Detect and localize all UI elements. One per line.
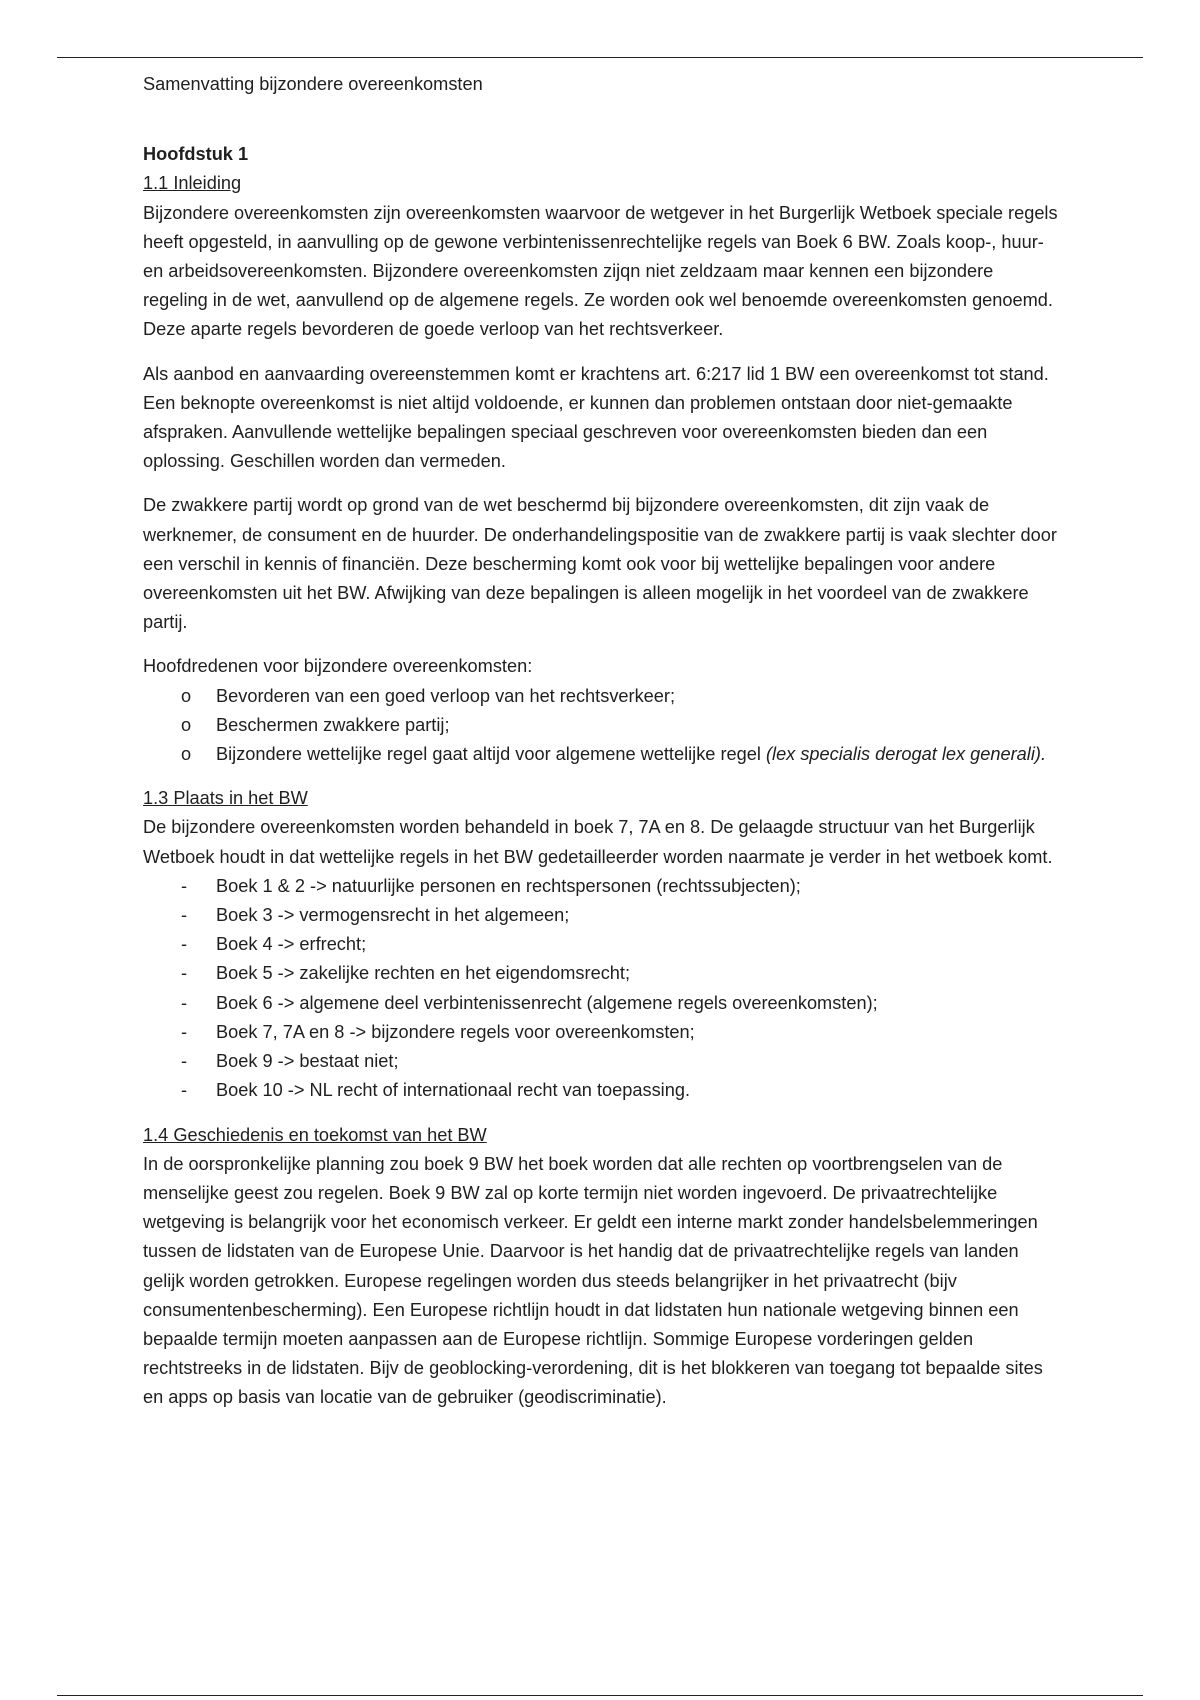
list-item: [143, 1047, 1063, 1076]
dash-marker: -: [181, 1051, 188, 1072]
paragraph: Bijzondere overeenkomsten zijn overeenkomsten waarvoor de wetgever in het Burgerlijk Wetboek speciale regels heeft opgesteld, in aanvulling op de gewone verbintenissenrechtelijke regels van Boek 6 BW. Zoals koop-, huur- en arbeidsovereenkomsten. Bijzondere overeenkomsten zijqn niet zeldzaam maar kennen een bijzondere regeling in de wet, aanvullend op de algemene regels. Ze worden ook wel benoemde overeenkomsten genoemd. Deze aparte regels bevorderen de goede verloop van het rechtsverkeer.: [143, 202, 1058, 340]
list-item: [143, 1018, 1063, 1047]
list-item: [143, 901, 1063, 930]
latin-phrase: (lex specialis derogat lex generali).: [765, 744, 1046, 765]
list-item-text: Boek 9 -> bestaat niet;: [216, 1051, 399, 1072]
section-heading-geschiedenis: 1.4 Geschiedenis en toekomst van het BW: [143, 1124, 487, 1145]
document-page: [143, 70, 1063, 1413]
list-item-text: Boek 4 -> erfrecht;: [216, 934, 367, 955]
bullet-marker: o: [181, 744, 192, 765]
list-item: [143, 959, 1063, 988]
list-item-text: Bijzondere wettelijke regel gaat altijd voor algemene wettelijke regel: [216, 744, 766, 765]
chapter-title: Hoofdstuk 1: [143, 144, 249, 165]
footer-rule: [57, 1695, 1143, 1696]
list-item-text: Boek 10 -> NL recht of internationaal recht van toepassing.: [216, 1080, 691, 1101]
dash-marker: -: [181, 992, 188, 1013]
document-header-title: Samenvatting bijzondere overeenkomsten: [143, 74, 483, 94]
section-heading-inleiding: 1.1 Inleiding: [143, 173, 242, 194]
dash-marker: -: [181, 905, 188, 926]
dash-marker: -: [181, 1021, 188, 1042]
bullet-marker: o: [181, 714, 192, 735]
list-item: [143, 711, 1063, 740]
list-item: [143, 930, 1063, 959]
list-item-text: Boek 7, 7A en 8 -> bijzondere regels voor overeenkomsten;: [216, 1021, 695, 1042]
list-item: [143, 1076, 1063, 1105]
books-list: [143, 872, 1063, 1106]
dash-marker: -: [181, 1080, 188, 1101]
list-item-text: Boek 1 & 2 -> natuurlijke personen en rechtspersonen (rechtssubjecten);: [216, 875, 801, 896]
list-item-text: Boek 3 -> vermogensrecht in het algemeen;: [216, 905, 570, 926]
paragraph: De zwakkere partij wordt op grond van de wet beschermd bij bijzondere overeenkomsten, dit zijn vaak de werknemer, de consument en de huurder. De onderhandelingspositie van de zwakkere partij is vaak slechter door een verschil in kennis of financiën. Deze bescherming komt ook voor bij wettelijke bepalingen voor andere overeenkomsten uit het BW. Afwijking van deze bepalingen is alleen mogelijk in het voordeel van de zwakkere partij.: [143, 495, 1057, 633]
header-rule: [57, 57, 1143, 58]
list-item: [143, 989, 1063, 1018]
bullet-marker: o: [181, 685, 192, 706]
section-heading-plaats-in-bw: 1.3 Plaats in het BW: [143, 788, 308, 809]
list-item-text: Bevorderen van een goed verloop van het rechtsverkeer;: [216, 685, 676, 706]
dash-marker: -: [181, 963, 188, 984]
paragraph: Als aanbod en aanvaarding overeenstemmen komt er krachtens art. 6:217 lid 1 BW een overeenkomst tot stand. Een beknopte overeenkomst is niet altijd voldoende, er kunnen dan problemen ontstaan door niet-gemaakte afspraken. Aanvullende wettelijke bepalingen speciaal geschreven voor overeenkomsten bieden dan een oplossing. Geschillen worden dan vermeden.: [143, 363, 1049, 472]
paragraph: In de oorspronkelijke planning zou boek 9 BW het boek worden dat alle rechten op voortbrengselen van de menselijke geest zou regelen. Boek 9 BW zal op korte termijn niet worden ingevoerd. De privaatrechtelijke wetgeving is belangrijk voor het economisch verkeer. Er geldt een interne markt zonder handelsbelemmeringen tussen de lidstaten van de Europese Unie. Daarvoor is het handig dat de privaatrechtelijke regels van landen gelijk worden getrokken. Europese regelingen worden dus steeds belangrijker in het privaatrecht (bijv consumentenbescherming). Een Europese richtlijn houdt in dat lidstaten hun nationale wetgeving binnen een bepaalde termijn moeten aanpassen aan de Europese richtlijn. Sommige Europese vorderingen gelden rechtstreeks in de lidstaten. Bijv de geoblocking-verordening, dit is het blokkeren van toegang tot bepaalde sites en apps op basis van locatie van de gebruiker (geodiscriminatie).: [143, 1153, 1043, 1408]
paragraph: De bijzondere overeenkomsten worden behandeld in boek 7, 7A en 8. De gelaagde structuur van het Burgerlijk Wetboek houdt in dat wettelijke regels in het BW gedetailleerder worden naarmate je verder in het wetboek komt.: [143, 817, 1053, 867]
list-item: [143, 682, 1063, 711]
list-item-text: Beschermen zwakkere partij;: [216, 714, 450, 735]
reasons-list: [143, 682, 1063, 770]
list-item-text: Boek 6 -> algemene deel verbintenissenrecht (algemene regels overeenkomsten);: [216, 992, 878, 1013]
list-item: [143, 740, 1063, 769]
list-item-text: Boek 5 -> zakelijke rechten en het eigendomsrecht;: [216, 963, 631, 984]
dash-marker: -: [181, 934, 188, 955]
list-item: [143, 872, 1063, 901]
list-intro: Hoofdredenen voor bijzondere overeenkomsten:: [143, 656, 533, 677]
dash-marker: -: [181, 875, 188, 896]
